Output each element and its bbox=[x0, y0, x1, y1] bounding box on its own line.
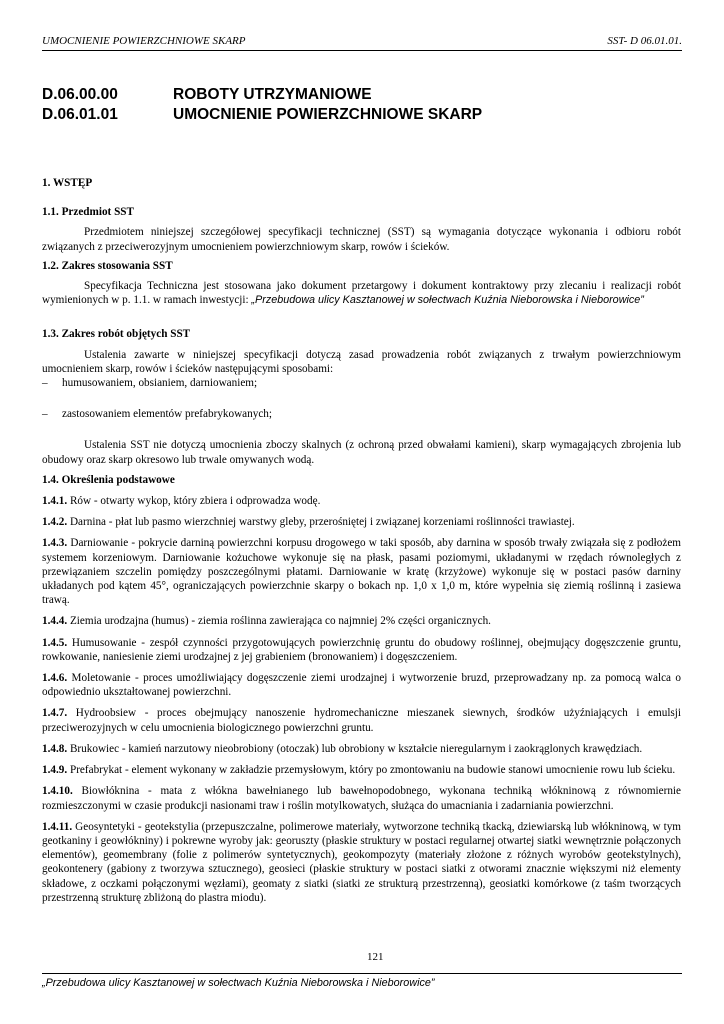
section-heading: 1. WSTĘP bbox=[42, 177, 93, 189]
title-code: D.06.01.01 bbox=[42, 106, 118, 123]
section-heading: 1.2. Zakres stosowania SST bbox=[42, 259, 173, 272]
definition-number: 1.4.10. bbox=[42, 785, 73, 798]
section-heading: 1.3. Zakres robót objętych SST bbox=[42, 328, 191, 341]
project-name: „Przebudowa ulicy Kasztanowej w sołectwach Kuźnia Nieborowska i Nieborowice” bbox=[251, 294, 644, 307]
definition-item bbox=[42, 636, 681, 664]
definition-text: Biowłóknina - mata z włókna bawełnianego lub bawełnopodobnego, wykonana techniką włókninową z równomiernie rozmieszczonymi w czasie produkcji nasionami traw i roślin motylkowatych, służąca do umacniania i zadarniania powierzchni. bbox=[42, 785, 681, 812]
definition-text: Hydroobsiew - proces obejmujący nanoszenie hydromechaniczne mieszanek siewnych, środków użyźniających i emulsji przeciwerozyjnych w celu umocnienia biologicznego powierzchni gruntu. bbox=[42, 707, 681, 734]
paragraph: Ustalenia zawarte w niniejszej specyfikacji dotyczą zasad prowadzenia robót związanych z trwałym powierzchniowym umocnieniem skarp, rowów i ścieków następującymi sposobami: bbox=[42, 348, 681, 375]
list-item bbox=[42, 376, 681, 390]
definition-number: 1.4.9. bbox=[42, 764, 68, 777]
paragraph-text: Specyfikacja Techniczna jest stosowana jako dokument przetargowy i dokument kontraktowy przy zlecaniu i realizacji robót wymienionych w p. 1.1. w ramach inwestycji: bbox=[42, 280, 681, 307]
definition-text: Prefabrykat - element wykonany w zakładzie przemysłowym, który po zmontowaniu na budowie stanowi umocnienie rowu lub ścieku. bbox=[67, 764, 676, 777]
list-item-text: zastosowaniem elementów prefabrykowanych; bbox=[62, 408, 273, 421]
definition-number: 1.4.6. bbox=[42, 672, 68, 685]
definition-number: 1.4.2. bbox=[42, 516, 68, 529]
definition-number: 1.4.4. bbox=[42, 615, 68, 628]
definition-text: Darnina - płat lub pasmo wierzchniej warstwy gleby, przerośniętej i związanej korzeniami roślinności trawiastej. bbox=[67, 516, 575, 529]
definition-item bbox=[42, 614, 681, 628]
definition-item bbox=[42, 784, 681, 812]
header-title: UMOCNIENIE POWIERZCHNIOWE SKARP bbox=[42, 35, 246, 47]
definition-item bbox=[42, 536, 681, 607]
definition-item bbox=[42, 706, 681, 734]
definition-item bbox=[42, 820, 681, 905]
definition-item bbox=[42, 671, 681, 699]
definition-item bbox=[42, 742, 681, 756]
dash-bullet: – bbox=[42, 377, 48, 390]
definition-item bbox=[42, 763, 681, 777]
paragraph bbox=[42, 279, 681, 307]
title-code: D.06.00.00 bbox=[42, 86, 118, 103]
definition-item bbox=[42, 515, 681, 529]
definition-text: Rów - otwarty wykop, który zbiera i odprowadza wodę. bbox=[67, 495, 321, 508]
definition-text: Geosyntetyki - geotekstylia (przepuszczalne, polimerowe materiały, wytworzone techniką tkacką, dziewiarską lub włókninową, w tym geotkaniny i geowłókniny) i pokrewne wyroby jak: georuszty (płaskie struktury w postaci regularnej otwartej siatki wewnętrznie połączonych elementów), geomembrany (folie z polimerów syntetycznych), geokompozyty (materiały złożone z różnych wyrobów geotekstylnych), geokontenery (gabiony z tworzywa sztucznego), geosieci (płaskie struktury w postaci siatki z otworami znacznie większymi niż elementy składowe, z oczkami połączonymi węzłami), geomaty z siatki (siatki ze strukturą przestrzenną), geosiatki komórkowe (z taśm tworzących przestrzenną strukturę zbliżoną do plastra miodu). bbox=[42, 820, 681, 904]
list-item-text: humusowaniem, obsianiem, darniowaniem; bbox=[62, 377, 258, 390]
definition-text: Ziemia urodzajna (humus) - ziemia roślinna zawierająca co najmniej 2% części organicznych. bbox=[67, 615, 491, 628]
section-heading: 1.4. Określenia podstawowe bbox=[42, 473, 175, 486]
page-header bbox=[42, 34, 682, 51]
definition-text: Darniowanie - pokrycie darniną powierzchni korpusu drogowego w taki sposób, aby darnina w sposób trwały związała się z podłożem systemem korzeniowym. Darniowanie kożuchowe wykonuje się na płask, pasami poziomymi, układanymi w rzędach równoległych z przewiązaniem szczelin pomiędzy poszczególnymi płatami. Darniowanie w kratę (krzyżowe) wykonuje się w postaci pasów darniny układanych pod kątem 45°, ograniczających powierzchnie skarpy o bokach np. 1,0 x 1,0 m, które wypełnia się ziemią roślinną i zasiewa trawą. bbox=[42, 537, 681, 607]
title-text: ROBOTY UTRZYMANIOWE bbox=[173, 86, 372, 103]
definition-number: 1.4.1. bbox=[42, 495, 68, 508]
dash-bullet: – bbox=[42, 408, 48, 421]
definition-number: 1.4.11. bbox=[42, 820, 73, 833]
header-code: SST- D 06.01.01. bbox=[607, 35, 682, 47]
definition-list bbox=[42, 494, 681, 905]
paragraph: Przedmiotem niniejszej szczegółowej specyfikacji technicznej (SST) są wymagania dotyczące wykonania i odbioru robót związanych z przeciwerozyjnym umocnieniem powierzchniowym skarp, rowów i ścieków. bbox=[42, 226, 681, 253]
definition-item bbox=[42, 494, 681, 508]
definition-text: Humusowanie - zespół czynności przygotowujących powierzchnię gruntu do obudowy roślinnej, obejmujący dogęszczenie gruntu, rowkowanie, naniesienie ziemi urodzajnej z jej grabieniem (bronowaniem) i dogęszczeniem. bbox=[42, 636, 681, 663]
definition-number: 1.4.3. bbox=[42, 537, 68, 550]
page-number: 121 bbox=[367, 951, 384, 963]
page-footer bbox=[42, 973, 682, 989]
title-text: UMOCNIENIE POWIERZCHNIOWE SKARP bbox=[173, 106, 483, 123]
paragraph: Ustalenia SST nie dotyczą umocnienia zboczy skalnych (z ochroną przed obwałami kamieni), skarp wymagających zbrojenia lub obudowy oraz skarp okresowo lub trwale omywanych wodą. bbox=[42, 439, 681, 466]
section-heading: 1.1. Przedmiot SST bbox=[42, 206, 134, 219]
definition-number: 1.4.7. bbox=[42, 707, 68, 720]
definition-text: Moletowanie - proces umożliwiający dogęszczenie ziemi urodzajnej i wytworzenie bruzd, przeprowadzany np. za pomocą walca o odpowiednio ukształtowanej powierzchni. bbox=[42, 672, 681, 699]
definition-number: 1.4.5. bbox=[42, 636, 68, 649]
footer-text: „Przebudowa ulicy Kasztanowej w sołectwach Kuźnia Nieborowska i Nieborowice” bbox=[42, 977, 435, 989]
definition-text: Brukowiec - kamień narzutowy nieobrobiony (otoczak) lub obrobiony w kształcie nieregularnym i zaokrąglonych krawędziach. bbox=[67, 742, 643, 755]
list-item bbox=[42, 407, 681, 421]
document-body bbox=[42, 176, 681, 905]
definition-number: 1.4.8. bbox=[42, 742, 68, 755]
